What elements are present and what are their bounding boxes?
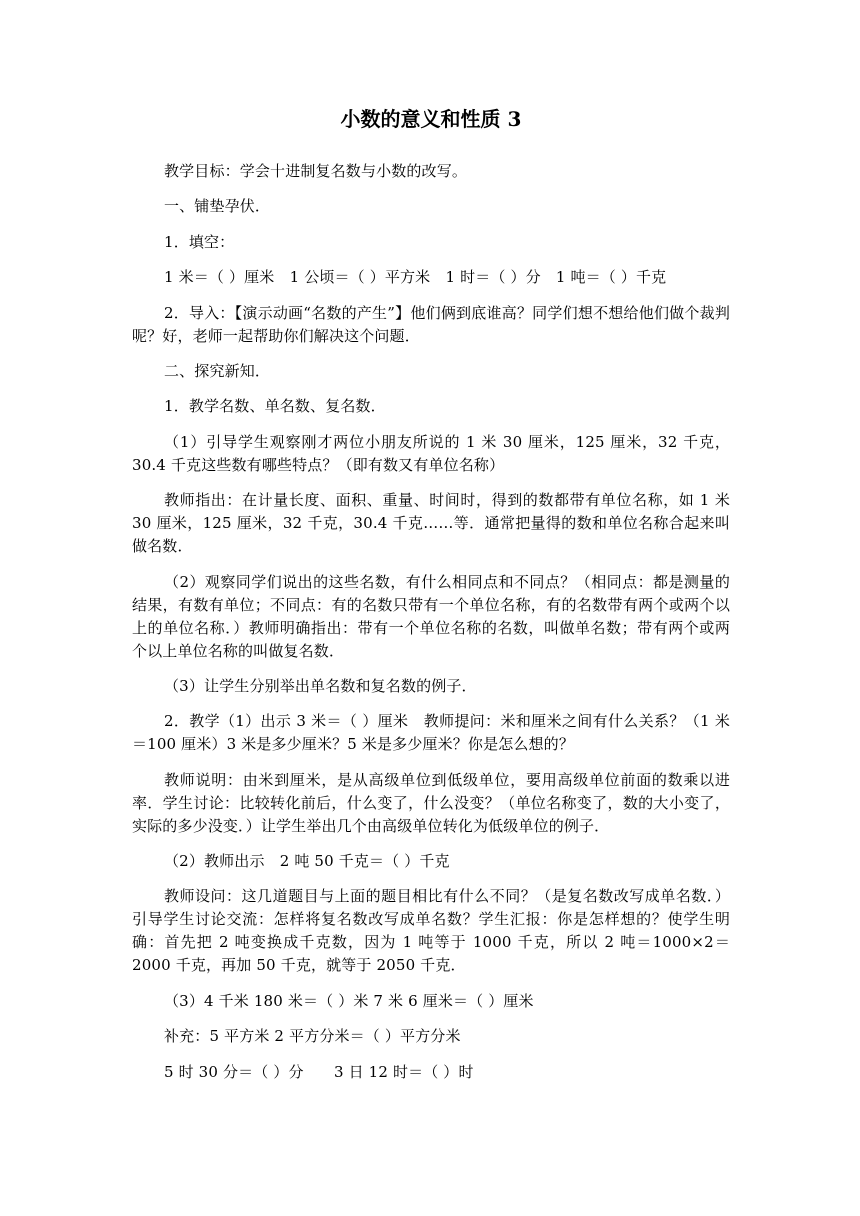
paragraph: 教学目标：学会十进制复名数与小数的改写。 — [164, 162, 468, 180]
paragraph: 教师说明：由米到厘米，是从高级单位到低级单位，要用高级单位前面的数乘以进率．学生讨论：比较转化前后，什么变了，什么没变？（单位名称变了，数的大小变了，实际的多少没变．）让学生举出几个由高级单位转化为低级单位的例子． — [132, 770, 730, 835]
paragraph: （2）教师出示 2 吨 50 千克＝（ ）千克 — [164, 852, 450, 871]
paragraph: 补充：5 平方米 2 平方分米＝（ ）平方分米 — [164, 1027, 461, 1046]
paragraph: 2．教学（1）出示 3 米＝（ ）厘米 教师提问：米和厘米之间有什么关系？（1 米＝100 厘米）3 米是多少厘米？5 米是多少厘米？你是怎么想的？ — [132, 712, 730, 754]
paragraph: 1．填空： — [164, 232, 235, 251]
paragraph: （1）引导学生观察刚才两位小朋友所说的 1 米 30 厘米，125 厘米，32 千克，30.4 千克这些数有哪些特点？（即有数又有单位名称） — [132, 432, 730, 474]
paragraph: 1 米＝（ ）厘米 1 公顷＝（ ）平方米 1 时＝（ ）分 1 吨＝（ ）千克 — [164, 268, 667, 287]
paragraph: 教师设问：这几道题目与上面的题目相比有什么不同？（是复名数改写成单名数．）引导学生讨论交流：怎样将复名数改写成单名数？学生汇报：你是怎样想的？使学生明确：首先把 2 吨变换成千克数，因为 1 吨等于 1000 千克，所以 2 吨＝1000×2＝2000 千克，再加 50 千克，就等于 2050 千克． — [132, 887, 730, 975]
document-title: 小数的意义和性质 3 — [340, 107, 522, 131]
paragraph: 1．教学名数、单名数、复名数． — [164, 397, 386, 416]
paragraph: 一、铺垫孕伏． — [164, 197, 271, 216]
paragraph: 二、探究新知． — [164, 361, 271, 380]
paragraph: （2）观察同学们说出的这些名数，有什么相同点和不同点？（相同点：都是测量的结果，有数有单位；不同点：有的名数只带有一个单位名称，有的名数带有两个或两个以上的单位名称．）教师明确指出：带有一个单位名称的名数，叫做单名数；带有两个或两个以上单位名称的叫做复名数． — [132, 572, 730, 660]
document-body — [132, 160, 730, 1096]
paragraph: （3）让学生分别举出单名数和复名数的例子． — [164, 676, 477, 695]
paragraph: 2．导入：【演示动画“名数的产生”】他们俩到底谁高？同学们想不想给他们做个裁判呢？好，老师一起帮助你们解决这个问题． — [132, 303, 730, 345]
paragraph: （3）4 千米 180 米＝（ ）米 7 米 6 厘米＝（ ）厘米 — [164, 991, 534, 1010]
paragraph: 教师指出：在计量长度、面积、重量、时间时，得到的数都带有单位名称，如 1 米 30 厘米，125 厘米，32 千克，30.4 千克……等．通常把量得的数和单位名称合起来叫做名数． — [132, 491, 730, 556]
paragraph: 5 时 30 分＝（ ）分 3 日 12 时＝（ ）时 — [164, 1062, 474, 1081]
